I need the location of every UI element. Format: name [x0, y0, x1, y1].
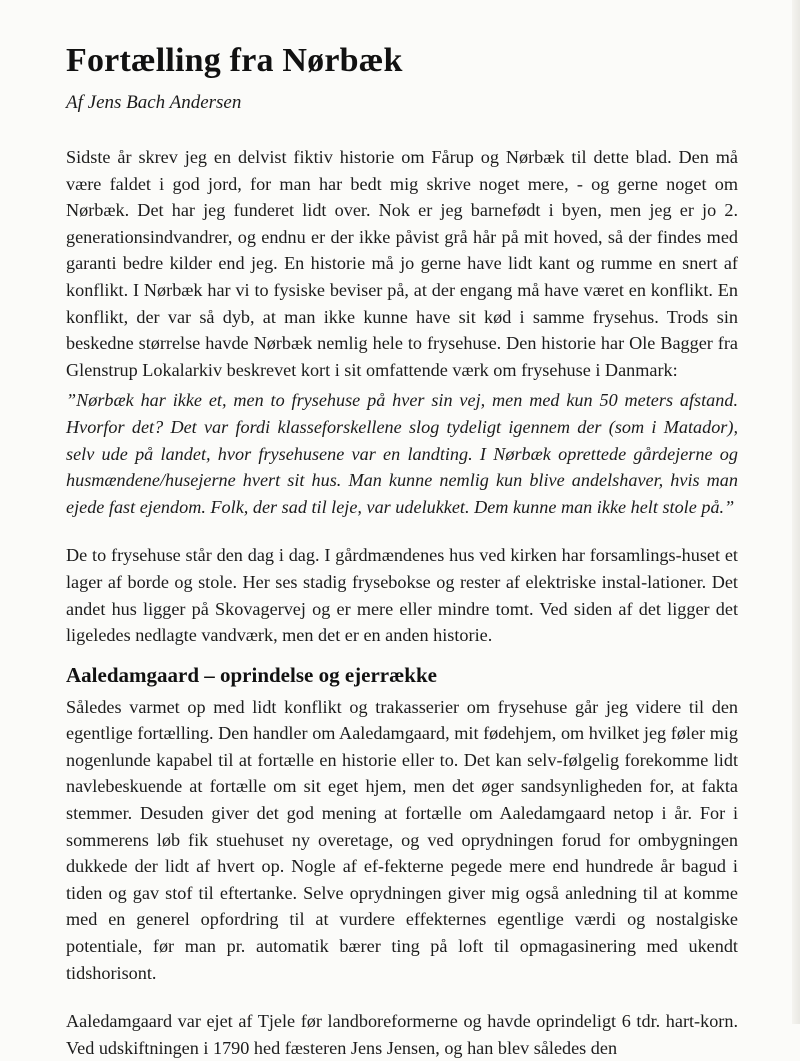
paragraph-history: Aaledamgaard var ejet af Tjele før landboreformerne og havde oprindeligt 6 tdr. hart-korn. Ved udskiftningen i 1790 hed fæsteren Jens Jensen, og han blev således den	[66, 1011, 738, 1058]
paragraph-frysehuse: De to frysehuse står den dag i dag. I gårdmændenes hus ved kirken har forsamlings-huset et lager af borde og stole. Her ses stadig frysebokse og rester af elektriske instal-lationer. Det andet hus ligger på Skovagervej og er mere eller mindre tomt. Ved siden af det ligger det ligeledes nedlagte vandværk, men det er en anden historie.	[66, 545, 738, 646]
paragraph-spacer	[66, 986, 738, 1008]
paragraph-intro: Sidste år skrev jeg en delvist fiktiv historie om Fårup og Nørbæk til dette blad. Den må være faldet i god jord, for man har bedt mig skrive noget mere, - og gerne noget om Nørbæk. Det har jeg funderet lidt over. Nok er jeg barnefødt i byen, men jeg er jo 2. generationsindvandrer, og endnu er der ikke påvist grå hår på mit hoved, så der findes med garanti bedre kilder end jeg. En historie må jo gerne have lidt kant og rumme en snert af konflikt. I Nørbæk har vi to fysiske beviser på, at der engang må have været en konflikt. En konflikt, der var så dyb, at man ikke kunne have sit kød i samme frysehus. Trods sin beskedne størrelse havde Nørbæk nemlig hele to frysehuse. Den historie har Ole Bagger fra Glenstrup Lokalarkiv beskrevet kort i sit omfattende værk om frysehuse i Danmark:	[66, 147, 738, 380]
article-byline: Af Jens Bach Andersen	[66, 92, 242, 113]
paragraph-aaledamgaard: Således varmet op med lidt konflikt og trakasserier om frysehuse går jeg videre til den egentlige fortælling. Den handler om Aaledamgaard, mit fødehjem, om hvilket jeg føler mig nogenlunde kapabel til at fortælle en historie eller to. Det kan selv-følgelig forekomme lidt navlebeskuende at fortælle om sit eget hjem, men det øger sandsynligheden for, at fakta stemmer. Desuden giver det god mening at fortælle om Aaledamgaard netop i år. For i sommerens løb fik stuehuset ny overetage, og ved oprydningen forud for ombygningen dukkede der lidt af hvert op. Nogle af ef-fekterne pegede mere end hundrede år bagud i tiden og gav stof til eftertanke. Selve oprydningen giver mig også anledning til at komme med en generel opfordring til at vurdere effekternes egentlige værdi og nostalgiske potentiale, før man pr. automatik bærer ting på loft til opmagasinering med ukendt tidshorisont.	[66, 696, 738, 983]
block-quote: ”Nørbæk har ikke et, men to frysehuse på hver sin vej, men med kun 50 meters afstand. Hvorfor det? Det var fordi klasseforskellene slog tydeligt igennem der (som i Matador), selv ude på landet, hvor frysehusene var en landting. I Nørbæk oprettede gårdejerne og husmændene/husejerne hvert sit hus. Man kunne nemlig kun blive andelshaver, hvis man ejede fast ejendom. Folk, der sad til leje, var udelukket. Dem kunne man ikke helt stole på.”	[66, 390, 738, 517]
page-edge	[792, 0, 800, 1024]
paragraph-spacer	[66, 520, 738, 542]
article-title: Fortælling fra Nørbæk	[66, 42, 403, 79]
section-heading: Aaledamgaard – oprindelse og ejerrække	[66, 662, 437, 687]
